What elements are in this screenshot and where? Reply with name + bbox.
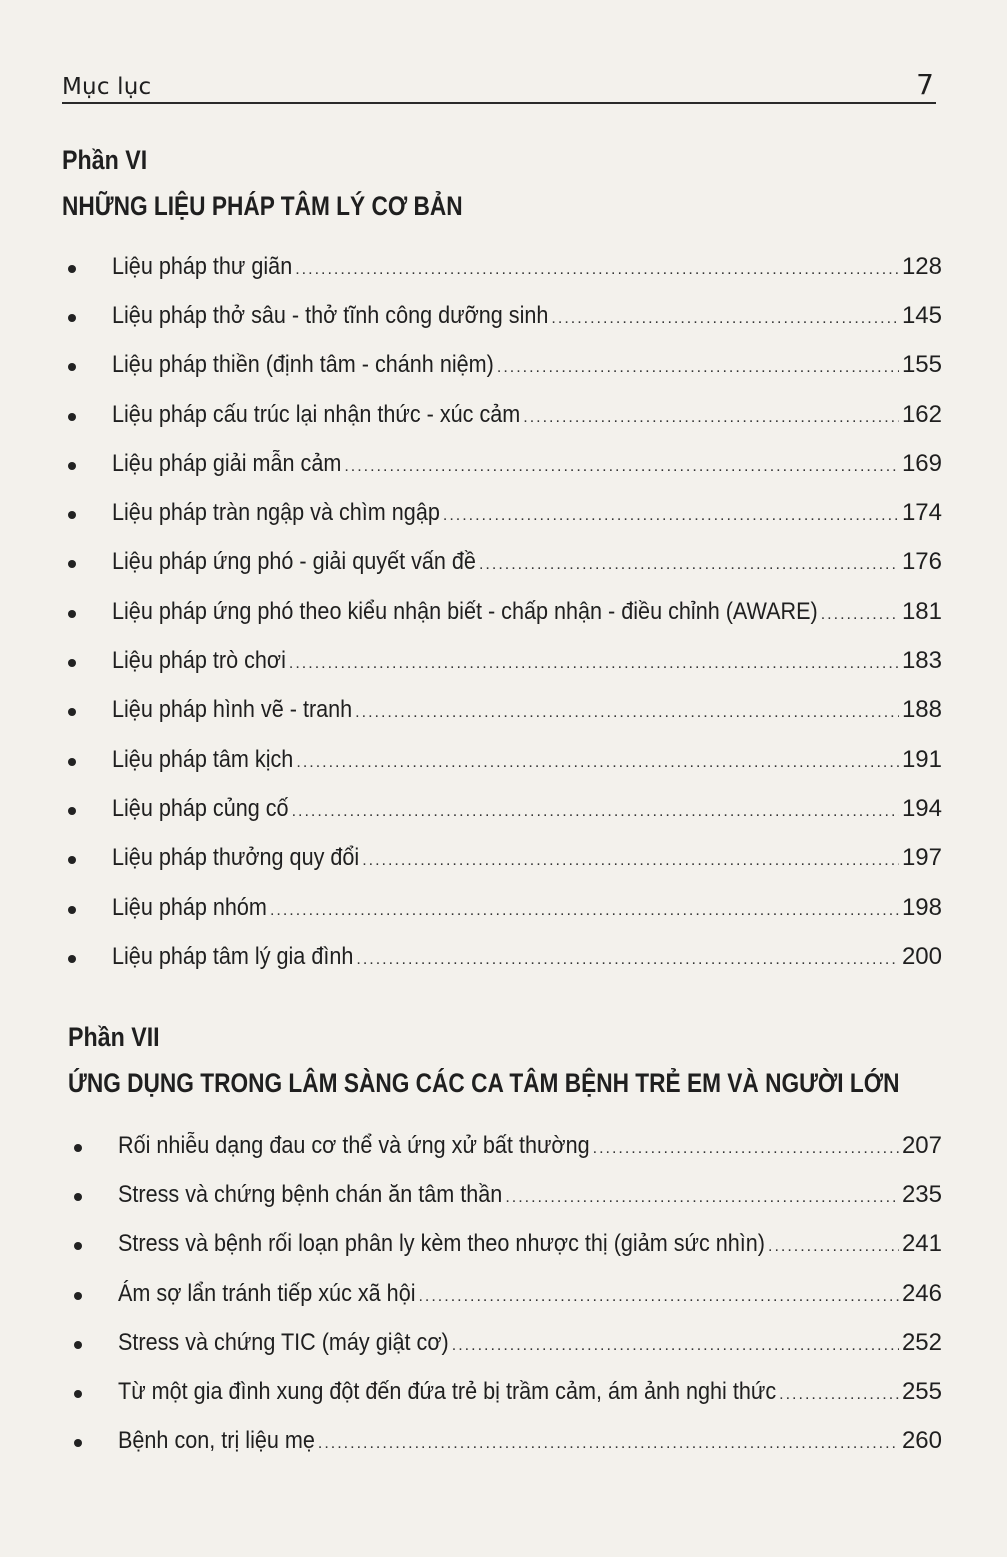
bullet-icon: [74, 1242, 82, 1250]
toc-entry-line: [112, 647, 942, 675]
dot-leader: [344, 458, 899, 476]
bullet-icon: [74, 1193, 82, 1201]
toc-entry: [62, 439, 942, 488]
toc-entry-page: 169: [901, 449, 942, 477]
toc-entry-title: Liệu pháp cấu trúc lại nhận thức - xúc cảm: [112, 400, 521, 428]
part-vii-section: [68, 1017, 942, 1466]
toc-list: [62, 242, 942, 981]
toc-entry-page: 200: [901, 942, 942, 970]
toc-entry-title: Liệu pháp thiền (định tâm - chánh niệm): [112, 351, 494, 379]
toc-entry-page: 174: [901, 499, 942, 527]
toc-entry-title: Liệu pháp giải mẫn cảm: [112, 449, 342, 477]
part-label: Phần VII: [68, 1022, 160, 1052]
dot-leader: [593, 1140, 899, 1158]
toc-entry-title: Liệu pháp hình vẽ - tranh: [112, 696, 353, 724]
toc-entry-title: Liệu pháp thưởng quy đổi: [112, 844, 360, 872]
page-number: 7: [916, 68, 934, 101]
bullet-icon: [68, 708, 76, 716]
dot-leader: [295, 261, 899, 279]
toc-entry: [62, 636, 942, 685]
toc-entry-page: 255: [901, 1378, 942, 1406]
toc-entry-page: 188: [901, 696, 942, 724]
toc-entry: [62, 784, 942, 833]
toc-entry: [68, 1367, 942, 1416]
bullet-icon: [74, 1144, 82, 1152]
toc-entry-line: [118, 1230, 942, 1258]
bullet-icon: [68, 906, 76, 914]
toc-entry-line: [112, 253, 942, 281]
toc-entry-page: 155: [901, 351, 942, 379]
toc-entry-page: 191: [901, 745, 942, 773]
toc-entry: [68, 1220, 942, 1269]
dot-leader: [452, 1337, 899, 1355]
bullet-icon: [68, 807, 76, 815]
bullet-icon: [68, 462, 76, 470]
toc-entry-title: Liệu pháp nhóm: [112, 893, 267, 921]
running-head: Mục lục: [62, 74, 152, 100]
bullet-icon: [68, 314, 76, 322]
dot-leader: [296, 754, 899, 772]
toc-entry: [68, 1318, 942, 1367]
toc-entry-line: [112, 746, 942, 774]
toc-entry-line: [112, 302, 942, 330]
bullet-icon: [68, 610, 76, 618]
toc-entry: [68, 1170, 942, 1219]
dot-leader: [362, 852, 899, 870]
toc-entry-line: [118, 1181, 942, 1209]
bullet-icon: [68, 413, 76, 421]
toc-entry-page: 246: [901, 1279, 942, 1307]
dot-leader: [270, 902, 899, 920]
bullet-icon: [74, 1341, 82, 1349]
dot-leader: [289, 655, 899, 673]
toc-entry-line: [118, 1280, 942, 1308]
toc-entry-line: [112, 598, 942, 626]
dot-leader: [523, 409, 899, 427]
toc-entry: [62, 834, 942, 883]
toc-entry-title: Liệu pháp ứng phó theo kiểu nhận biết - chấp nhận - điều chỉnh (AWARE): [112, 597, 818, 625]
toc-entry-title: Rối nhiễu dạng đau cơ thể và ứng xử bất thường: [118, 1131, 590, 1159]
part-vi-section: [62, 140, 942, 981]
part-label: Phần VI: [62, 145, 148, 175]
dot-leader: [551, 310, 899, 328]
toc-entry-line: [118, 1427, 942, 1455]
toc-entry-page: 198: [901, 893, 942, 921]
toc-entry-line: [112, 696, 942, 724]
toc-entry-title: Liệu pháp thở sâu - thở tĩnh công dưỡng sinh: [112, 301, 549, 329]
toc-entry-page: 183: [901, 647, 942, 675]
toc-entry-title: Stress và chứng bệnh chán ăn tâm thần: [118, 1180, 503, 1208]
toc-entry-title: Stress và bệnh rối loạn phân ly kèm theo nhược thị (giảm sức nhìn): [118, 1230, 766, 1258]
toc-entry-title: Liệu pháp ứng phó - giải quyết vấn đề: [112, 548, 476, 576]
dot-leader: [355, 704, 899, 722]
toc-entry: [62, 538, 942, 587]
toc-entry-title: Liệu pháp tràn ngập và chìm ngập: [112, 499, 440, 527]
bullet-icon: [68, 363, 76, 371]
toc-entry-title: Liệu pháp trò chơi: [112, 647, 286, 675]
bullet-icon: [68, 659, 76, 667]
toc-entry-line: [112, 351, 942, 379]
toc-entry: [68, 1417, 942, 1466]
toc-entry-title: Liệu pháp thư giãn: [112, 252, 293, 280]
bullet-icon: [74, 1292, 82, 1300]
page-header: [62, 64, 936, 104]
bullet-icon: [68, 560, 76, 568]
dot-leader: [779, 1386, 899, 1404]
toc-entry-title: Liệu pháp tâm kịch: [112, 745, 294, 773]
dot-leader: [443, 507, 899, 525]
toc-entry: [62, 587, 942, 636]
toc-entry-title: Ám sợ lẩn tránh tiếp xúc xã hội: [118, 1279, 416, 1307]
toc-entry-line: [112, 844, 942, 872]
toc-entry: [62, 686, 942, 735]
toc-entry: [62, 341, 942, 390]
toc-entry: [62, 242, 942, 291]
toc-entry-page: 197: [901, 844, 942, 872]
dot-leader: [497, 359, 899, 377]
dot-leader: [768, 1238, 899, 1256]
bullet-icon: [68, 856, 76, 864]
toc-entry-page: 145: [901, 301, 942, 329]
dot-leader: [479, 556, 899, 574]
bullet-icon: [74, 1390, 82, 1398]
toc-entry: [62, 932, 942, 981]
toc-entry-page: 181: [901, 597, 942, 625]
toc-entry-line: [112, 894, 942, 922]
toc-entry-page: 162: [901, 400, 942, 428]
toc-entry-title: Stress và chứng TIC (máy giật cơ): [118, 1328, 449, 1356]
dot-leader: [418, 1288, 898, 1306]
toc-entry-page: 235: [901, 1180, 942, 1208]
bullet-icon: [68, 758, 76, 766]
toc-list: [68, 1121, 942, 1466]
toc-entry-page: 128: [901, 252, 942, 280]
bullet-icon: [74, 1439, 82, 1447]
bullet-icon: [68, 265, 76, 273]
toc-entry-page: 176: [901, 548, 942, 576]
toc-entry-line: [112, 401, 942, 429]
toc-entry-line: [112, 548, 942, 576]
dot-leader: [292, 803, 899, 821]
toc-entry-line: [112, 450, 942, 478]
toc-entry-title: Từ một gia đình xung đột đến đứa trẻ bị trầm cảm, ám ảnh nghi thức: [118, 1378, 777, 1406]
toc-entry: [62, 488, 942, 537]
bullet-icon: [68, 511, 76, 519]
toc-entry: [62, 735, 942, 784]
part-title: ỨNG DỤNG TRONG LÂM SÀNG CÁC CA TÂM BỆNH TRẺ EM VÀ NGƯỜI LỚN: [68, 1068, 900, 1098]
toc-entry-line: [112, 795, 942, 823]
toc-entry-page: 260: [901, 1427, 942, 1455]
toc-entry-title: Liệu pháp tâm lý gia đình: [112, 942, 354, 970]
part-title: NHỮNG LIỆU PHÁP TÂM LÝ CƠ BẢN: [62, 191, 463, 221]
toc-entry: [68, 1121, 942, 1170]
dot-leader: [356, 951, 899, 969]
toc-entry: [62, 390, 942, 439]
toc-entry-line: [118, 1329, 942, 1357]
dot-leader: [821, 606, 899, 624]
toc-entry-line: [118, 1132, 942, 1160]
dot-leader: [318, 1435, 899, 1453]
toc-entry-line: [112, 499, 942, 527]
toc-entry-title: Liệu pháp củng cố: [112, 794, 289, 822]
toc-entry-line: [112, 943, 942, 971]
bullet-icon: [68, 955, 76, 963]
toc-entry: [62, 883, 942, 932]
toc-entry-page: 207: [901, 1131, 942, 1159]
toc-entry-title: Bệnh con, trị liệu mẹ: [118, 1427, 315, 1455]
toc-entry-page: 194: [901, 794, 942, 822]
toc-entry-line: [118, 1378, 942, 1406]
toc-entry: [62, 291, 942, 340]
toc-entry: [68, 1269, 942, 1318]
toc-entry-page: 241: [901, 1230, 942, 1258]
toc-entry-page: 252: [901, 1328, 942, 1356]
dot-leader: [505, 1189, 899, 1207]
